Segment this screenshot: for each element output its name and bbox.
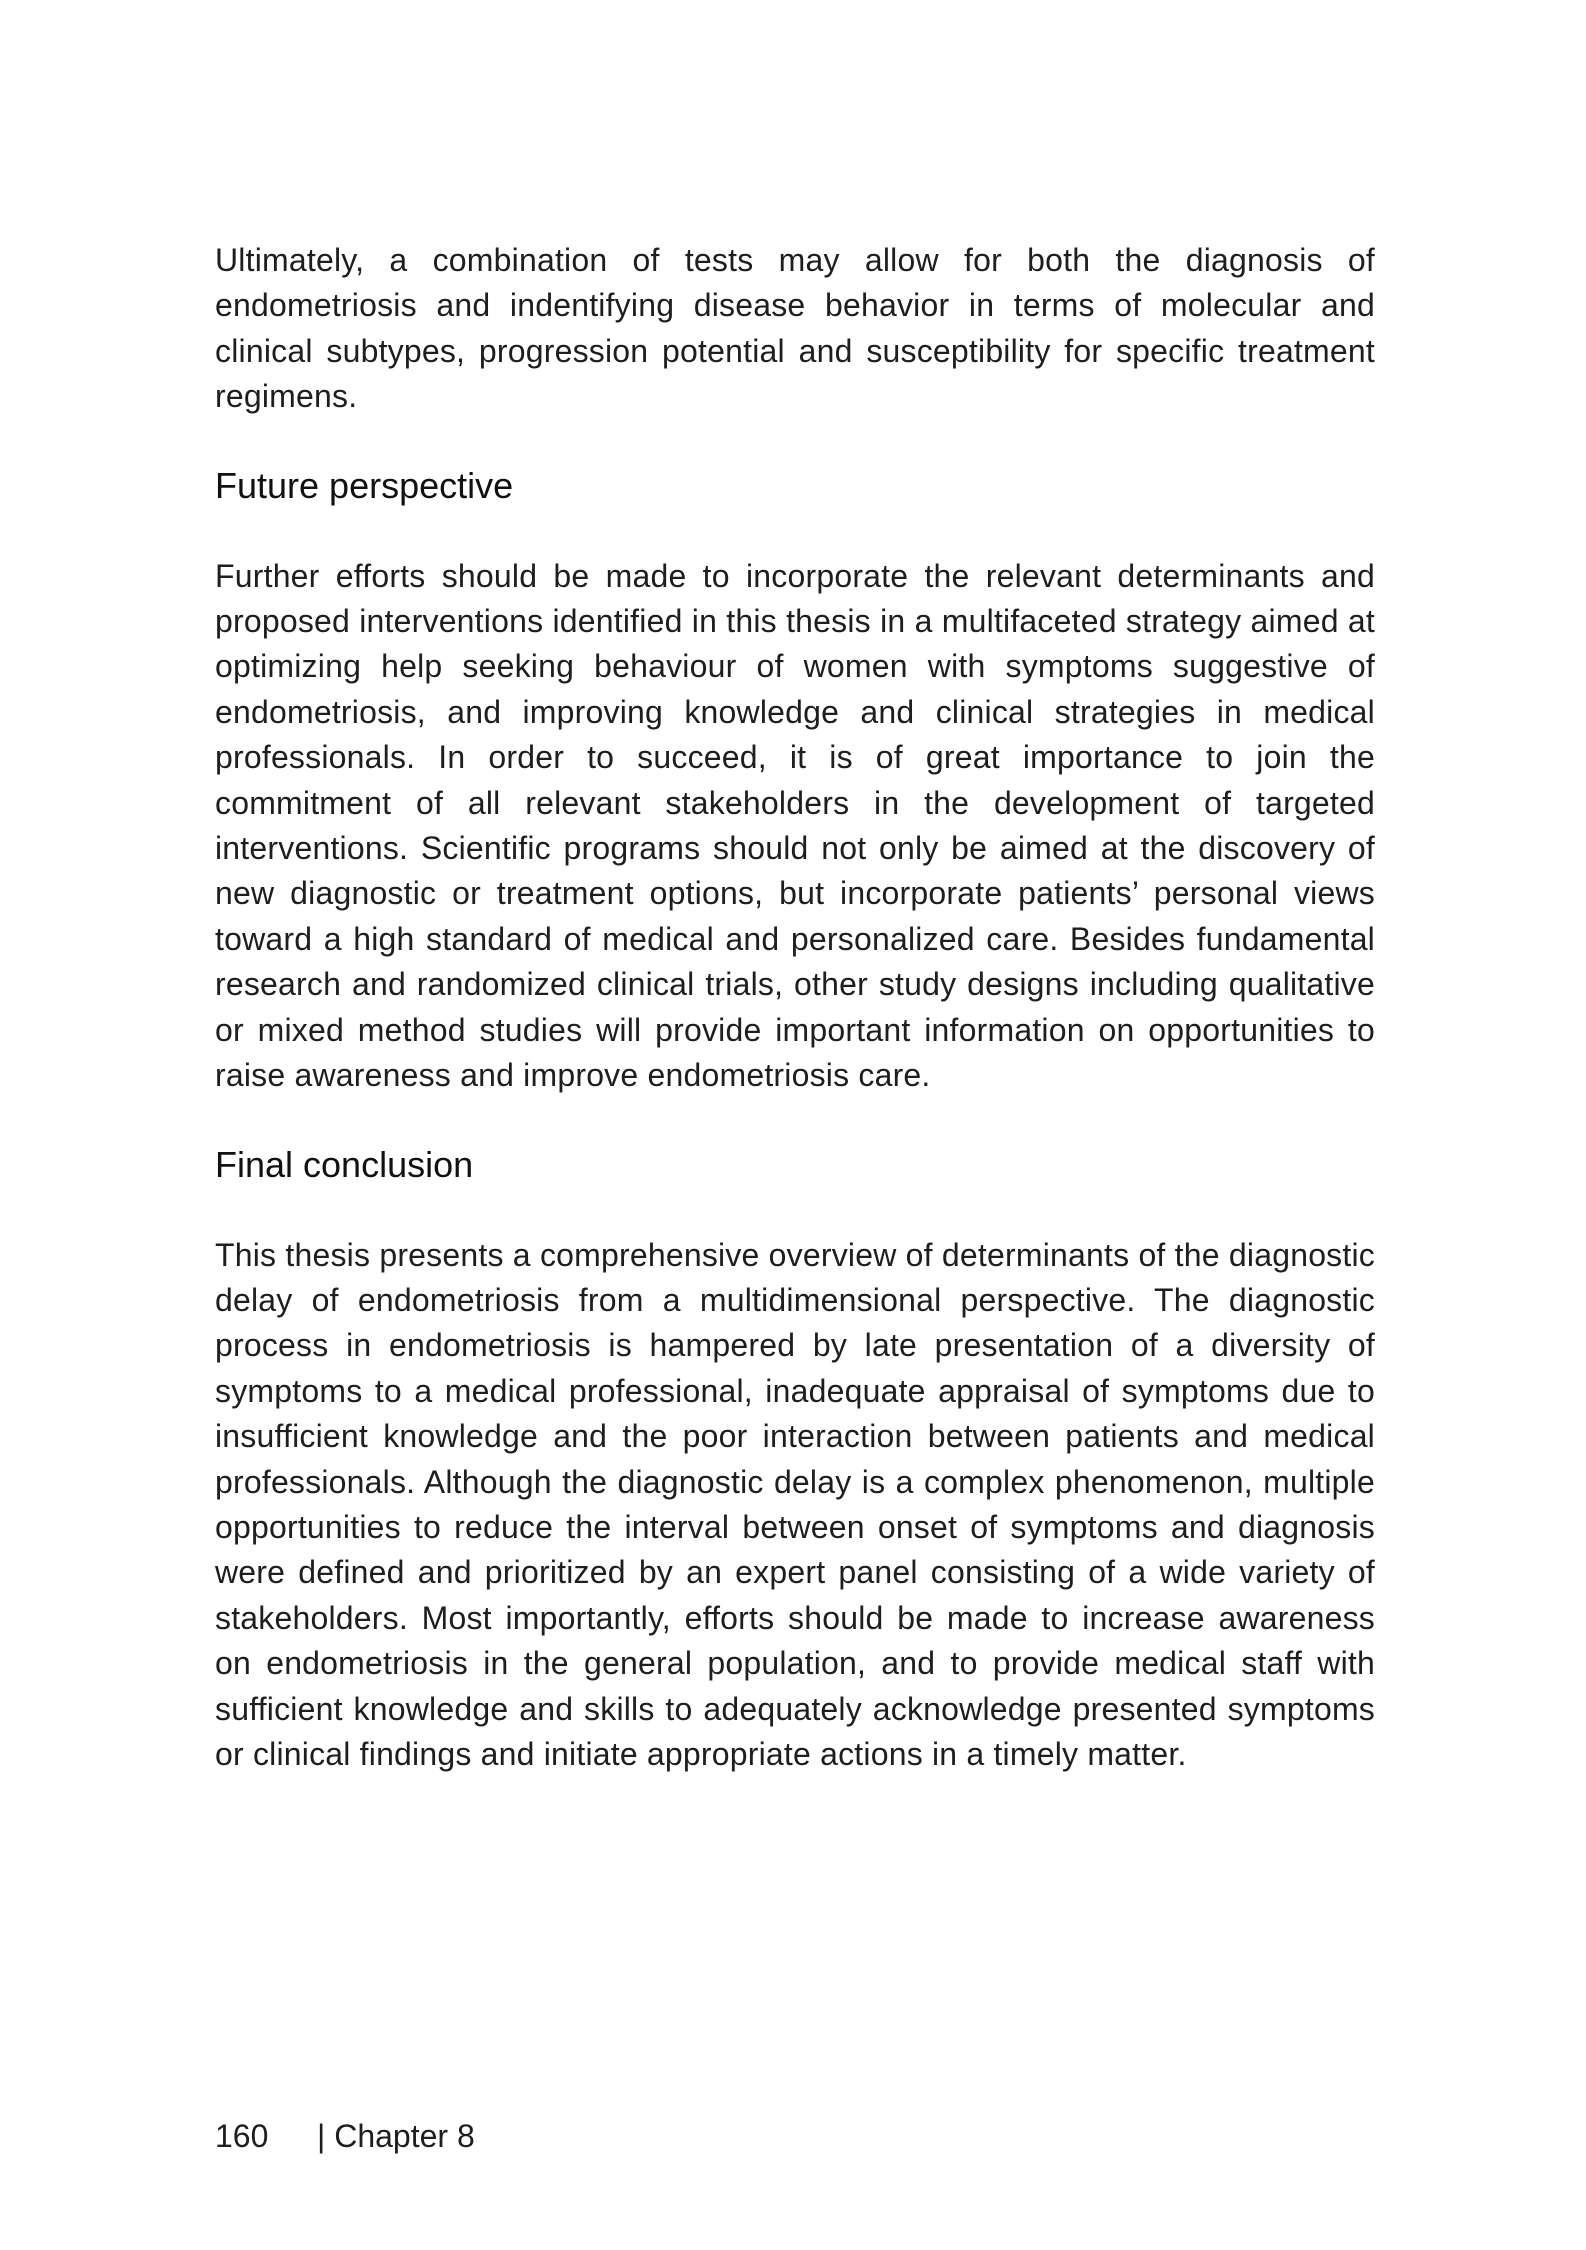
page-footer <box>215 2116 475 2156</box>
page-number: 160 <box>215 2118 269 2154</box>
chapter-label: | Chapter 8 <box>317 2118 475 2154</box>
heading-future-perspective: Future perspective <box>215 464 514 506</box>
paragraph-final-conclusion: This thesis presents a comprehensive overview of determinants of the diagnostic delay of endometriosis from a multidimensional perspective. The diagnostic process in endometriosis is hampered by late presentation of a diversity of symptoms to a medical professional, inadequate appraisal of symptoms due to insufficient knowledge and the poor interaction between patients and medical professionals. Although the diagnostic delay is a complex phenomenon, multiple opportunities to reduce the interval between onset of symptoms and diagnosis were defined and prioritized by an expert panel consisting of a wide variety of stakeholders. Most importantly, efforts should be made to increase awareness on endometriosis in the general population, and to provide medical staff with sufficient knowledge and skills to adequately acknowledge presented symptoms or clinical findings and initiate appropriate actions in a timely matter. <box>215 1236 1375 1772</box>
heading-final-conclusion: Final conclusion <box>215 1143 474 1185</box>
paragraph-future-perspective: Further efforts should be made to incorporate the relevant determinants and proposed interventions identified in this thesis in a multifaceted strategy aimed at optimizing help seeking behaviour of women with symptoms suggestive of endometriosis, and improving knowledge and clinical strategies in medical professionals. In order to succeed, it is of great importance to join the commitment of all relevant stakeholders in the development of targeted interventions. Scientific programs should not only be aimed at the discovery of new diagnostic or treatment options, but incorporate patients’ personal views toward a high standard of medical and personalized care. Besides fundamental research and randomized clinical trials, other study designs including qualitative or mixed method studies will provide important information on opportunities to raise awareness and improve endometriosis care. <box>215 557 1375 1094</box>
page-body <box>215 238 1375 1777</box>
paragraph-intro: Ultimately, a combination of tests may allow for both the diagnosis of endometriosis and indentifying disease behavior in terms of molecular and clinical subtypes, progression potential and susceptibility for specific treatment regimens. <box>215 242 1375 415</box>
